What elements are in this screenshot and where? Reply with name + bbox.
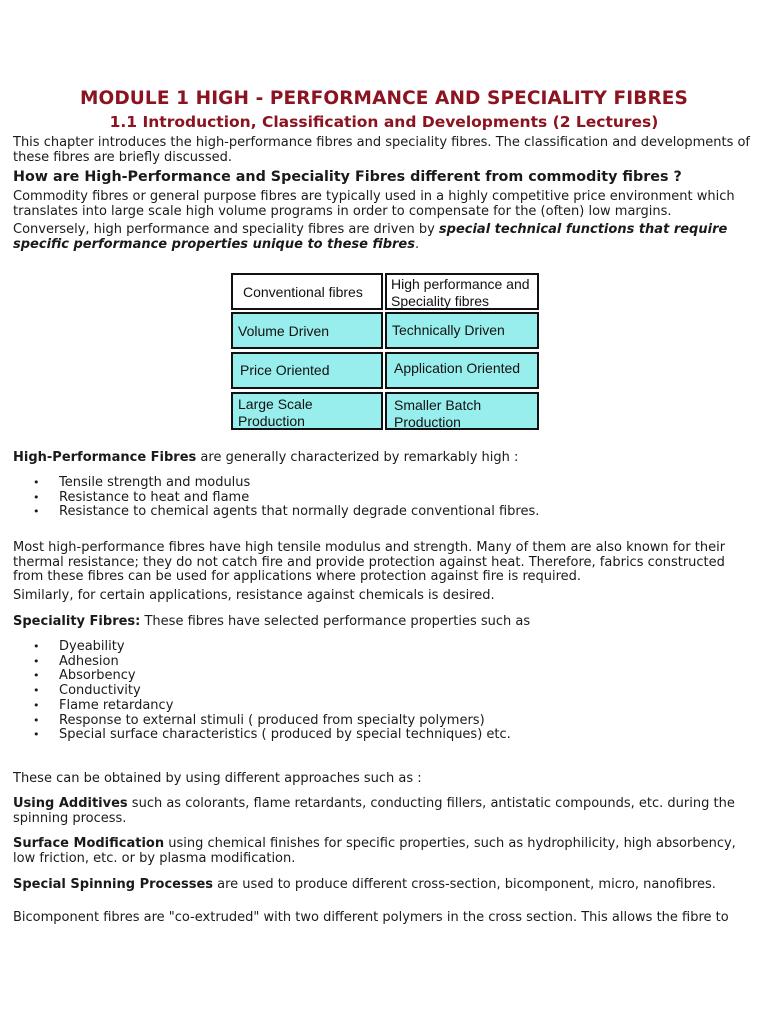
surface-term: Surface Modification	[13, 836, 165, 851]
intro-paragraph: This chapter introduces the high-performance fibres and speciality fibres. The classification and developments of these fibres are briefly discussed.	[13, 135, 751, 165]
conversely-tail: .	[414, 236, 420, 252]
spinning-term: Special Spinning Processes	[13, 877, 214, 892]
speciality-properties-list	[0, 640, 720, 743]
table-cell: Technically Driven	[385, 312, 539, 349]
conversely-emphasis: special technical functions that require specific performance properties unique to these fibres	[13, 222, 728, 252]
list-item: • Dyeability	[0, 640, 720, 655]
bicomponent-paragraph: Bicomponent fibres are "co-extruded" with two different polymers in the cross section. This allows the fibre to	[13, 911, 729, 925]
conversely-lead: Conversely, high performance and speciality fibres are driven by	[13, 222, 439, 237]
similarly-paragraph: Similarly, for certain applications, resistance against chemicals is desired.	[13, 588, 495, 603]
list-item: • Flame retardancy	[0, 699, 720, 714]
surface-paragraph	[13, 837, 755, 866]
list-item: • Resistance to heat and flame	[0, 491, 720, 506]
list-item: • Conductivity	[0, 684, 720, 699]
table-cell: Application Oriented	[385, 352, 539, 389]
list-item: • Resistance to chemical agents that normally degrade conventional fibres.	[0, 505, 720, 520]
commodity-paragraph: Commodity fibres or general purpose fibres are typically used in a highly competitive price environment which translates into large scale high volume programs in order to compensate for the (often) low margins.	[13, 189, 735, 219]
table-cell: Smaller Batch Production	[385, 392, 539, 430]
list-item: • Adhesion	[0, 655, 720, 670]
spinning-paragraph	[13, 878, 755, 893]
speciality-term: Speciality Fibres:	[13, 614, 141, 629]
conversely-paragraph	[13, 223, 755, 252]
table-cell: Price Oriented	[231, 352, 383, 389]
surface-rest: using chemical finishes for specific properties, such as hydrophilicity, high absorbency, low friction, etc. or by plasma modification.	[13, 836, 736, 866]
approaches-paragraph: These can be obtained by using different approaches such as :	[13, 771, 422, 786]
list-item: • Absorbency	[0, 669, 720, 684]
hp-intro	[13, 451, 755, 466]
additives-term: Using Additives	[13, 796, 128, 811]
table-cell: High performance and Speciality fibres	[385, 273, 539, 310]
additives-paragraph	[13, 797, 755, 826]
speciality-intro	[13, 615, 755, 630]
list-item: • Tensile strength and modulus	[0, 476, 720, 491]
hp-term: High-Performance Fibres	[13, 450, 197, 465]
question-heading: How are High-Performance and Speciality Fibres different from commodity fibres ?	[13, 169, 682, 185]
hp-properties-list	[0, 476, 720, 520]
speciality-rest: These fibres have selected performance properties such as	[140, 614, 531, 629]
list-item: • Special surface characteristics ( produced by special techniques) etc.	[0, 728, 720, 743]
table-cell: Conventional fibres	[231, 273, 383, 310]
list-item: • Response to external stimuli ( produced from specialty polymers)	[0, 714, 720, 729]
module-title: MODULE 1 HIGH - PERFORMANCE AND SPECIALITY FIBRES	[80, 88, 688, 109]
spinning-rest: are used to produce different cross-section, bicomponent, micro, nanofibres.	[213, 877, 716, 892]
hp-paragraph: Most high-performance fibres have high tensile modulus and strength. Many of them are also known for their thermal resistance; they do not catch fire and provide protection against heat. Therefore, fabrics constructed from these fibres can be used for applications where protection against fire is required.	[13, 540, 726, 585]
section-subtitle: 1.1 Introduction, Classification and Developments (2 Lectures)	[109, 113, 659, 131]
additives-rest: such as colorants, flame retardants, conducting fillers, antistatic compounds, etc. during the spinning process.	[13, 796, 735, 826]
table-cell: Volume Driven	[231, 312, 383, 349]
hp-rest: are generally characterized by remarkably high :	[196, 450, 519, 465]
table-cell: Large Scale Production	[231, 392, 383, 430]
